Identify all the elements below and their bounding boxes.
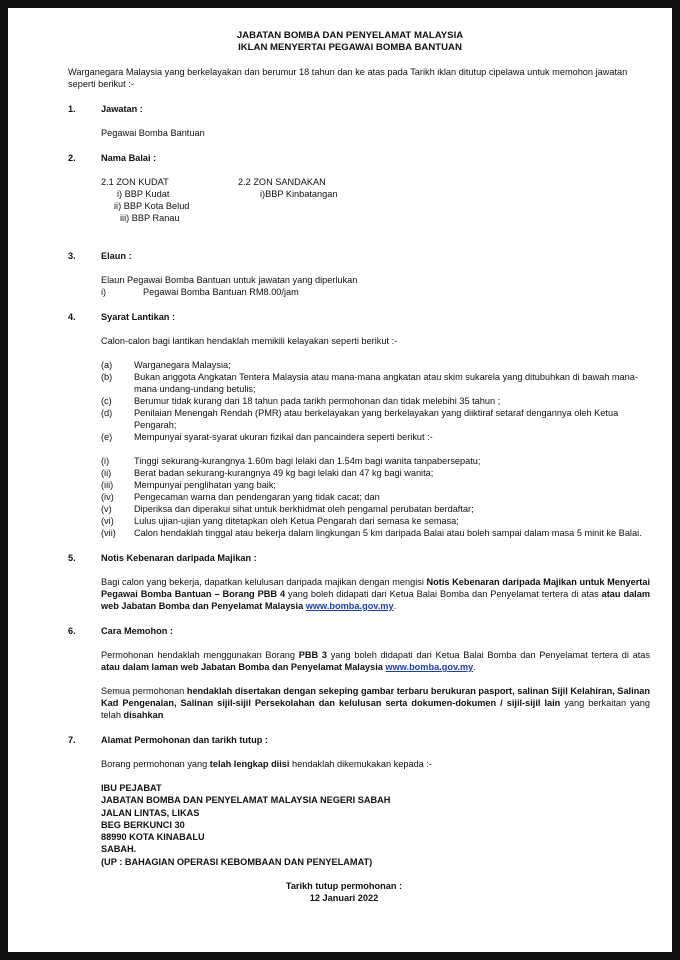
address-line: JABATAN BOMBA DAN PENYELAMAT MALAYSIA NEGERI SABAH <box>101 795 391 806</box>
zone-sandakan <box>238 176 337 224</box>
station-item: ii) BBP Kota Belud <box>114 201 190 211</box>
web-reference: atau dalam web Jabatan Bomba dan Penyelamat Malaysia <box>101 589 651 611</box>
text-bold: disahkan <box>123 710 164 720</box>
section-notis-kebenaran <box>68 552 650 612</box>
station-item: i)BBP Kinbatangan <box>260 189 338 199</box>
list-label: (vii) <box>101 528 116 538</box>
list-label: (iii) <box>101 480 114 490</box>
section-number: 6. <box>68 626 76 636</box>
section-elaun <box>68 250 650 298</box>
list-text: Calon hendaklah tinggal atau bekerja dalam lingkungan 5 km daripada Balai atau boleh sampai dalam masa 5 minit ke Balai. <box>134 528 642 538</box>
document-page <box>8 8 672 952</box>
elaun-lead: Elaun Pegawai Bomba Bantuan untuk jawatan yang diperlukan <box>101 275 358 285</box>
section-number: 7. <box>68 735 76 745</box>
section-syarat-lantikan <box>68 311 650 539</box>
sub-list-item <box>101 515 650 527</box>
station-item: iii) BBP Ranau <box>120 213 180 223</box>
text-run: yang boleh didapati dari Ketua Balai Bomba dan Penyelamat tertera di atas <box>326 650 650 660</box>
list-text: Penilaian Menengah Rendah (PMR) atau berkelayakan yang berkelayakan yang diiktiraf setaraf dengannya oleh Ketua Pengarah; <box>134 408 619 430</box>
text-run: Semua permohonan <box>101 686 187 696</box>
list-label: (a) <box>101 360 113 370</box>
sub-list-item <box>101 479 650 491</box>
address-line: (UP : BAHAGIAN OPERASI KEBOMBAAN DAN PENYELAMAT) <box>101 856 373 867</box>
list-text: Lulus ujian-ujian yang ditetapkan oleh Ketua Pengarah dari semasa ke semasa; <box>134 516 459 526</box>
text-run: Bagi calon yang bekerja, dapatkan kelulusan daripada majikan dengan mengisi <box>101 577 427 587</box>
text-run: yang berkaitan yang telah <box>101 698 650 720</box>
list-label: (v) <box>101 504 112 514</box>
list-text: Bukan anggota Angkatan Tentera Malaysia atau mana-mana angkatan atau skim sukarela yang ditubuhkan di bawah mana-mana undang-undang betulis; <box>134 372 638 394</box>
web-reference: atau dalam laman web Jabatan Bomba dan Penyelamat Malaysia <box>101 662 383 672</box>
form-name: Notis Kebenaran daripada Majikan untuk Menyertai Pegawai Bomba Bantuan – Borang PBB 4 <box>101 577 651 599</box>
section-title: Cara Memohon : <box>101 626 173 636</box>
list-label: (ii) <box>101 468 112 478</box>
list-text: Pengecaman warna dan pendengaran yang tidak cacat; dan <box>134 492 380 502</box>
list-text: Tinggi sekurang-kurangnya 1.60m bagi lelaki dan 1.54m bagi wanita tanpabersepatu; <box>134 456 481 466</box>
list-label: (iv) <box>101 492 114 502</box>
sub-list-item <box>101 455 650 467</box>
section-cara-memohon <box>68 625 650 721</box>
list-label: i) <box>101 287 107 297</box>
sub-list-item <box>101 527 650 539</box>
list-text: Mempunyai syarat-syarat ukuran fizikal dan pancaindera seperti berikut :- <box>134 432 433 442</box>
title-line-1: JABATAN BOMBA DAN PENYELAMAT MALAYSIA <box>236 30 464 41</box>
title-line-2: IKLAN MENYERTAI PEGAWAI BOMBA BANTUAN <box>238 42 462 53</box>
list-label: (c) <box>101 396 112 406</box>
form-name: PBB 3 <box>298 650 327 660</box>
closing-date: 12 Januari 2022 <box>309 893 379 904</box>
section-title: Nama Balai : <box>101 153 157 163</box>
text-run: Permohonan hendaklah menggunakan Borang <box>101 650 299 660</box>
list-text: Berat badan sekurang-kurangnya 49 kg bagi lelaki dan 47 kg bagi wanita; <box>134 468 434 478</box>
section-number: 5. <box>68 553 76 563</box>
zone-title: 2.1 ZON KUDAT <box>101 177 169 187</box>
mailing-address <box>101 782 650 868</box>
section-number: 2. <box>68 153 76 163</box>
address-line: 88990 KOTA KINABALU <box>101 832 205 843</box>
list-label: (e) <box>101 432 113 442</box>
list-text: Warganegara Malaysia; <box>134 360 231 370</box>
bomba-website-link[interactable]: www.bomba.gov.my <box>305 601 394 611</box>
section-number: 4. <box>68 312 76 322</box>
list-item <box>101 407 650 431</box>
sub-list-item <box>101 503 650 515</box>
list-label: (b) <box>101 372 113 382</box>
documents-paragraph <box>101 685 650 721</box>
list-item <box>101 431 650 443</box>
list-text: Diperiksa dan diperakui sihat untuk berkhidmat oleh pengamal perubatan berdaftar; <box>134 504 474 514</box>
section-nama-balai <box>68 152 650 224</box>
sub-list-item <box>101 491 650 503</box>
syarat-lead: Calon-calon bagi lantikan hendaklah memikili kelayakan seperti berikut :- <box>101 336 398 346</box>
elaun-rate: Pegawai Bomba Bantuan RM8.00/jam <box>143 287 299 297</box>
memohon-paragraph <box>101 649 650 673</box>
document-title <box>68 30 632 54</box>
section-title: Alamat Permohonan dan tarikh tutup : <box>101 735 268 745</box>
closing-date-label: Tarikh tutup permohonan : <box>285 881 403 892</box>
list-text: Berumur tidak kurang dari 18 tahun pada tarikh permohonan dan tidak melebihi 35 tahun ; <box>134 396 501 406</box>
section-title: Elaun : <box>101 251 132 261</box>
list-item <box>101 359 650 371</box>
text-run: hendaklah dikemukakan kepada :- <box>289 759 432 769</box>
closing-date-block <box>68 880 620 904</box>
address-line: BEG BERKUNCI 30 <box>101 819 185 830</box>
jawatan-value: Pegawai Bomba Bantuan <box>101 128 205 138</box>
list-item <box>101 371 650 395</box>
zone-title: 2.2 ZON SANDAKAN <box>238 177 326 187</box>
submission-paragraph <box>101 758 650 770</box>
text-run: yang boleh didapati dari Ketua Balai Bomba dan Penyelamat tertera di atas <box>285 589 602 599</box>
address-line: IBU PEJABAT <box>101 783 162 793</box>
sub-list-item <box>101 467 650 479</box>
section-jawatan <box>68 103 650 139</box>
station-item: i) BBP Kudat <box>117 189 170 199</box>
section-title: Syarat Lantikan : <box>101 312 176 322</box>
text-run: . <box>473 662 476 672</box>
list-label: (d) <box>101 408 113 418</box>
section-number: 3. <box>68 251 76 261</box>
address-line: JALAN LINTAS, LIKAS <box>101 807 200 818</box>
list-text: Mempunyai penglihatan yang baik; <box>134 480 276 490</box>
bomba-website-link[interactable]: www.bomba.gov.my <box>385 662 474 672</box>
address-line: SABAH. <box>101 844 137 855</box>
notis-paragraph <box>101 576 650 612</box>
section-number: 1. <box>68 104 76 114</box>
list-label: (i) <box>101 456 110 466</box>
intro-paragraph: Warganegara Malaysia yang berkelayakan dan berumur 18 tahun dan ke atas pada Tarikh iklan ditutup cipelawa untuk memohon jawatan seperti berikut :- <box>68 67 628 89</box>
section-title: Notis Kebenaran daripada Majikan : <box>101 553 257 563</box>
required-documents: hendaklah disertakan dengan sekeping gambar terbaru berukuran pasport, salinan Sijil Kelahiran, Salinan Kad Pengenalan, Salinan sijil-sijil Persekolahan dan kelulusan serta dokumen-dokumen / sijil-sijil lain <box>101 686 650 708</box>
text-run: Borang permohonan yang <box>101 759 210 769</box>
text-bold: telah lengkap diisi <box>209 759 290 769</box>
section-title: Jawatan : <box>101 104 143 114</box>
zone-kudat <box>101 176 238 224</box>
text-run: . <box>393 601 397 611</box>
section-alamat-permohonan <box>68 734 650 904</box>
list-item <box>101 395 650 407</box>
list-label: (vi) <box>101 516 114 526</box>
